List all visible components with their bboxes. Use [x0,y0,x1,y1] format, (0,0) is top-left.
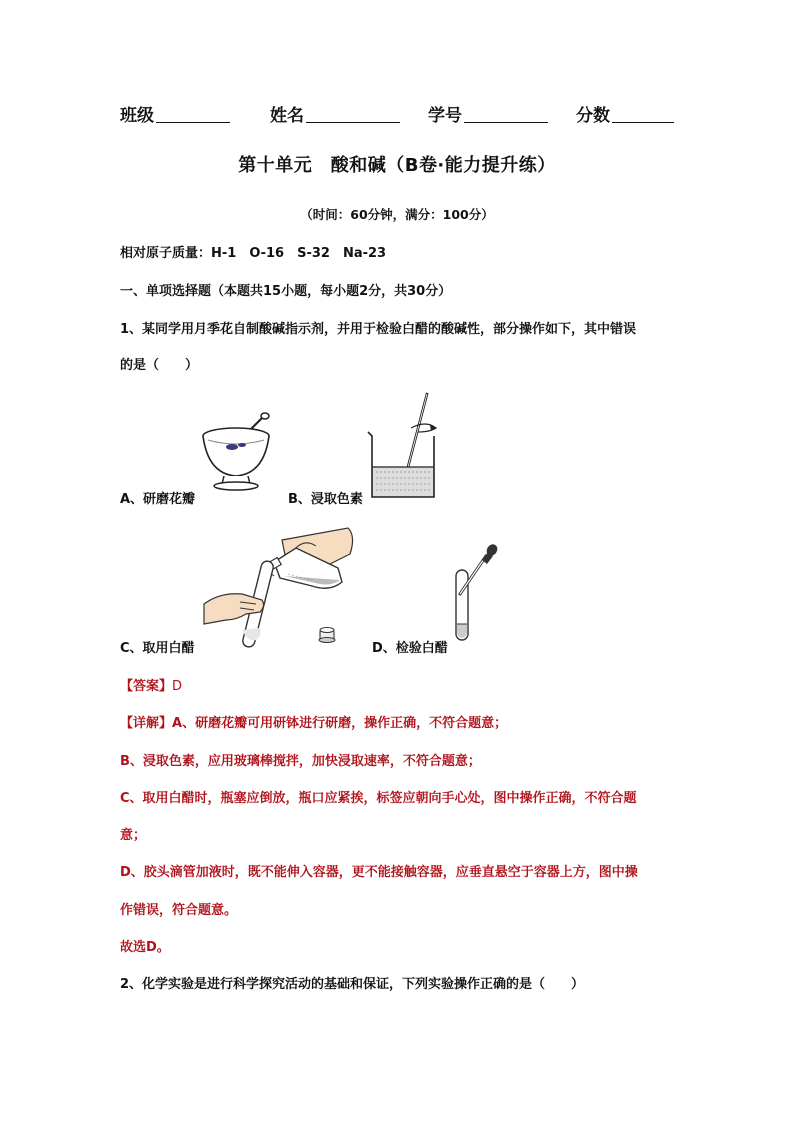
detail-line-d1: D、胶头滴管加液时，既不能伸入容器，更不能接触容器，应垂直悬空于容器上方，图中操 [120,865,638,880]
answer-line [120,675,182,694]
detail-line-a [120,712,507,731]
name-label: 姓名 [270,106,304,126]
score-label: 分数 [576,106,610,126]
id-field [428,101,548,126]
pouring-liquid-illustration [200,520,360,652]
q1-text-line2: 的是（ ） [120,358,199,373]
detail-line-c2: 意； [120,828,147,843]
mortar-pestle-illustration [196,410,286,500]
q2-text: 2、化学实验是进行科学探究活动的基础和保证，下列实验操作正确的是（ ） [120,977,585,992]
page-title: 第十单元 酸和碱（B卷·能力提升练） [238,155,556,176]
beaker-stirring-illustration [366,392,446,504]
score-field [576,101,674,126]
option-b-label: B、浸取色素 [288,492,363,507]
option-c-label: C、取用白醋 [120,641,195,656]
name-field [270,101,400,126]
dropper-test-tube-illustration [446,542,502,646]
name-blank[interactable] [306,104,400,123]
conclusion-line: 故选D。 [120,940,170,955]
detail-line-d2: 作错误，符合题意。 [120,903,238,918]
detail-a-text: A、研磨花瓣可用研钵进行研磨，操作正确，不符合题意； [172,716,508,731]
detail-line-c1: C、取用白醋时，瓶塞应倒放，瓶口应紧挨，标签应朝向手心处，图中操作正确，不符合题 [120,791,637,806]
student-info-row [120,101,680,129]
answer-tag: 【答案】 [120,679,173,694]
option-d-label: D、检验白醋 [372,641,448,656]
time-info: （时间：60分钟，满分：100分） [300,207,494,222]
id-label: 学号 [428,106,462,126]
class-blank[interactable] [156,104,230,123]
q1-text-line1: 1、某同学用月季花自制酸碱指示剂，并用于检验白醋的酸碱性，部分操作如下，其中错误 [120,322,637,337]
detail-tag: 【详解】 [120,716,173,731]
class-field [120,101,230,126]
option-a-label: A、研磨花瓣 [120,492,196,507]
id-blank[interactable] [464,104,548,123]
score-blank[interactable] [612,104,674,123]
answer-value: D [172,679,183,694]
detail-line-b: B、浸取色素，应用玻璃棒搅拌，加快浸取速率，不符合题意； [120,754,481,769]
atomic-mass-line: 相对原子质量：H-1 O-16 S-32 Na-23 [120,246,387,261]
section-heading: 一、单项选择题（本题共15小题，每小题2分，共30分） [120,284,452,299]
class-label: 班级 [120,106,154,126]
